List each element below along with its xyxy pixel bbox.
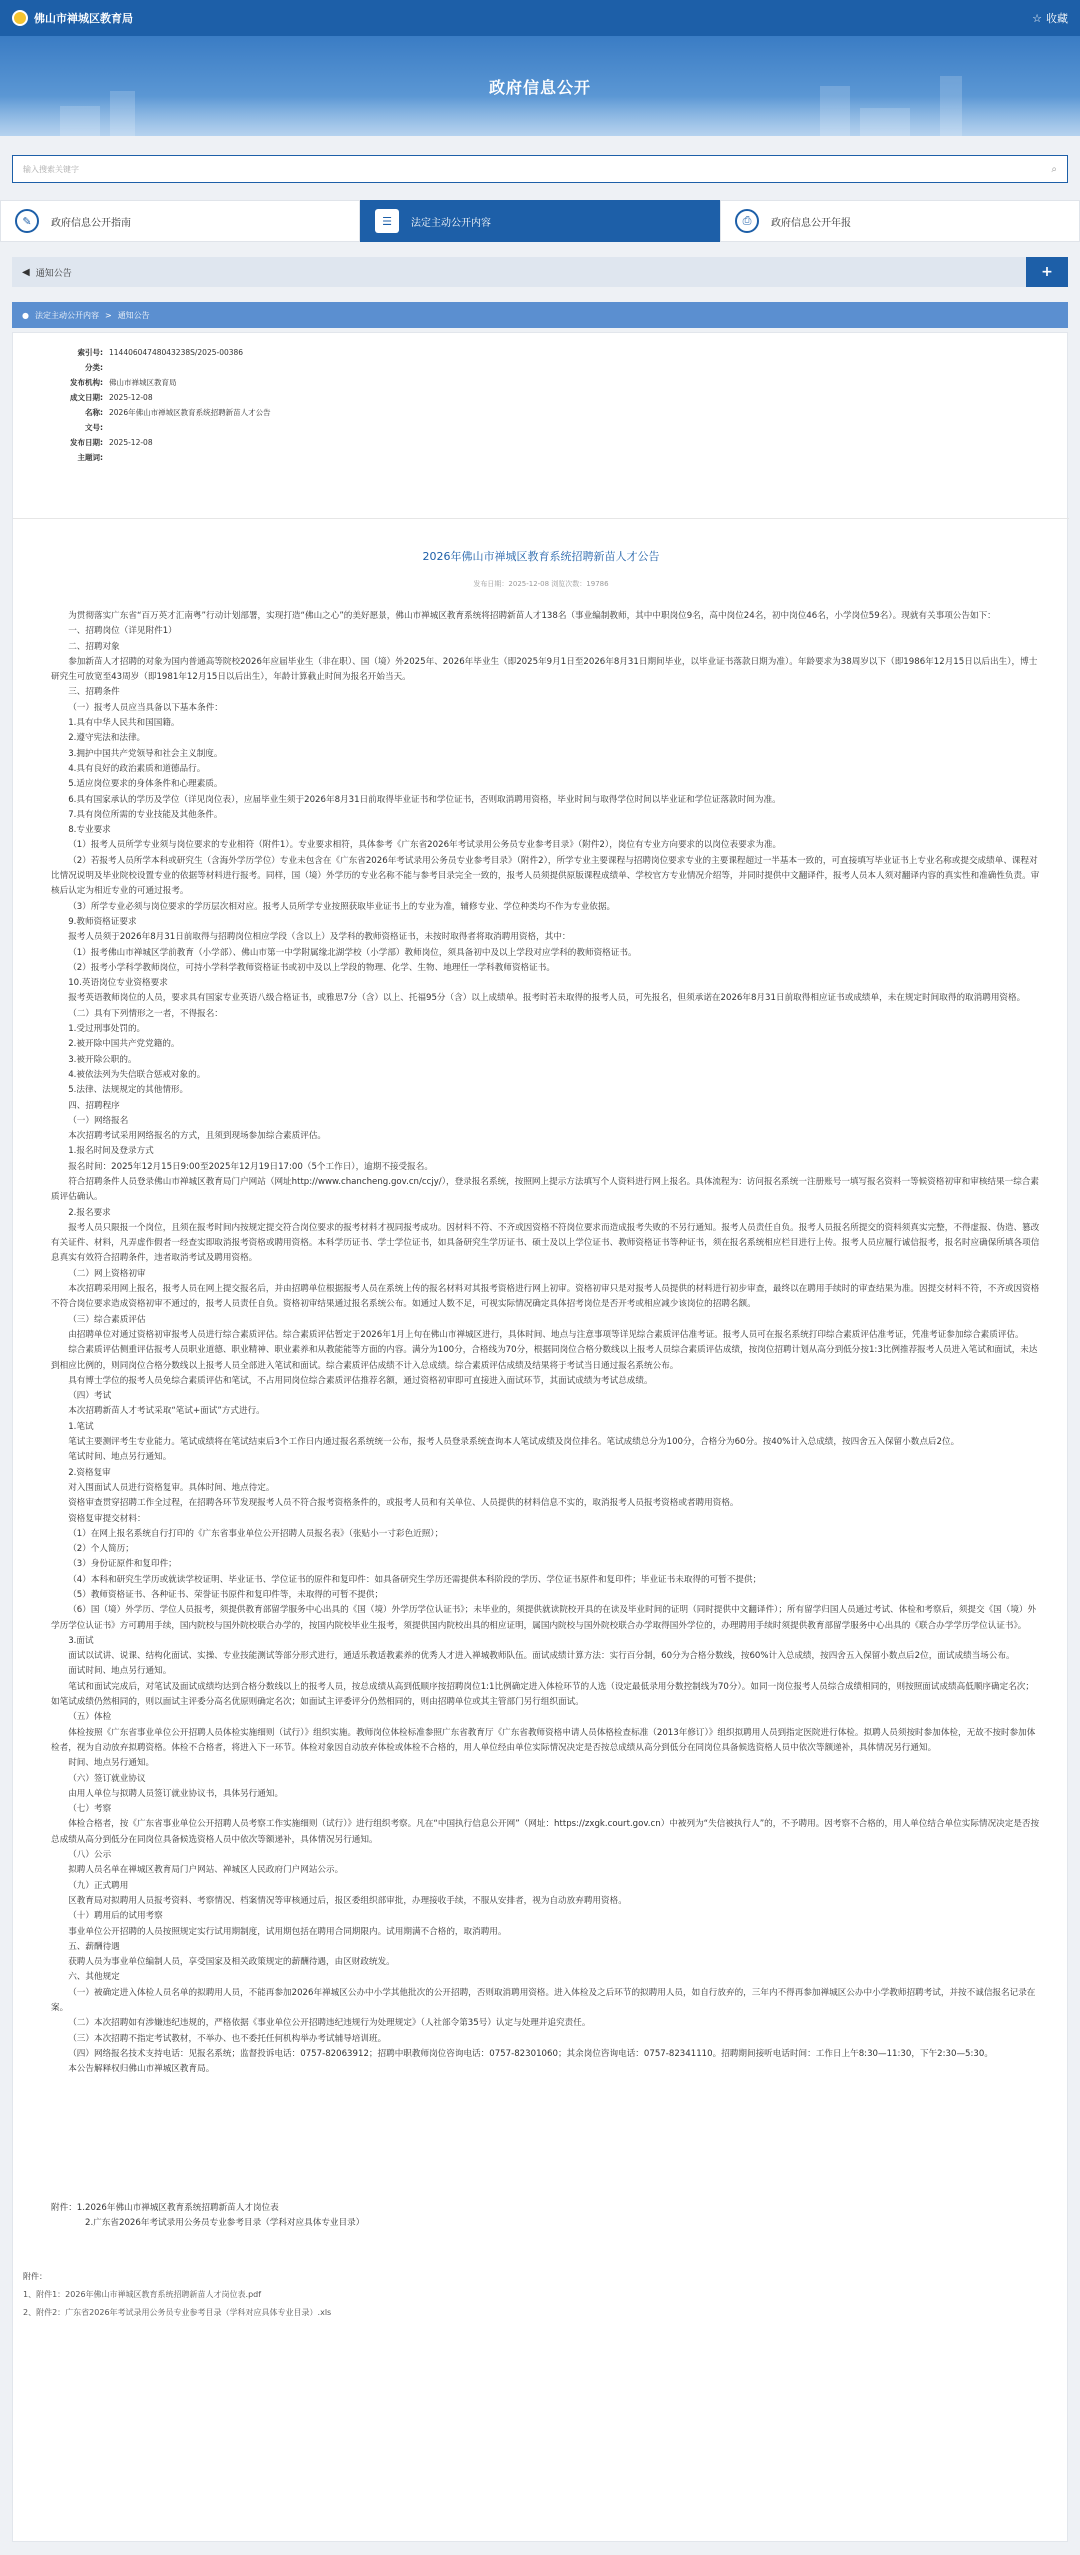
article-paragraph: 报考英语教师岗位的人员，要求具有国家专业英语八级合格证书，或雅思7分（含）以上、托福95分（含）以上成绩单。报考时若未取得的报考人员，可先报名，但须承诺在2026年8月31日前取得相应证书或成绩单，未在规定时间取得的取消聘用资格。	[68, 993, 1026, 1004]
article-paragraph: 获聘人员为事业单位编制人员，享受国家及相关政策规定的薪酬待遇，由区财政统发。	[68, 1957, 395, 1968]
notice-label: 通知公告	[35, 268, 72, 279]
article-paragraph: 参加新苗人才招聘的对象为国内普通高等院校2026年应届毕业生（非在职）、国（境）外2025年、2026年毕业生（即2025年9月1日至2026年8月31日期间毕业，以毕业证书落款日期为准）。年龄要求为38周岁以下（即1986年12月15日以后出生），博士研究生可放宽至43周岁（即1981年12月15日以后出生），年龄计算截止时间为报名开始当天。	[51, 656, 1038, 683]
article-paragraph: 六、其他规定	[68, 1972, 120, 1983]
article-subinfo: 发布日期：2025-12-08 浏览次数：19786	[473, 580, 609, 588]
article-paragraph: 笔试时间、地点另行通知。	[68, 1452, 172, 1463]
article-paragraph: 面试时间、地点另行通知。	[68, 1666, 172, 1677]
meta-row	[35, 390, 271, 405]
tab-annual-report[interactable]	[720, 200, 1080, 242]
article-paragraph: 本次招聘新苗人才考试采取“笔试+面试”方式进行。	[68, 1406, 265, 1417]
article-paragraph: （十）聘用后的试用考察	[68, 1911, 163, 1922]
article-paragraph: （1）在网上报名系统自行打印的《广东省事业单位公开招聘人员报名表》（张贴小一寸彩色近照）；	[68, 1528, 444, 1539]
bullhorn-icon: ◀	[22, 266, 30, 278]
article-paragraph: 五、薪酬待遇	[68, 1941, 120, 1952]
article-paragraph: 1.受过刑事处罚的。	[68, 1024, 146, 1035]
file-link[interactable]: 1、附件1：2026年佛山市禅城区教育系统招聘新苗人才岗位表.pdf	[23, 2290, 262, 2299]
article-paragraph: 4.被依法列为失信联合惩戒对象的。	[68, 1069, 206, 1080]
article-paragraph: （2）报考小学科学教师岗位，可持小学科学教师资格证书或初中及以上学段的物理、化学、生物、地理任一学科教师资格证书。	[68, 962, 555, 973]
article-paragraph: 3.被开除公职的。	[68, 1054, 137, 1065]
article-paragraph: （3）所学专业必须与岗位要求的学历层次相对应。报考人员所学专业按照获取毕业证书上的专业为准，辅修专业、学位种类均不作为专业依据。	[68, 901, 616, 912]
article-paragraph: （6）国（境）外学历、学位人员报考，须提供教育部留学服务中心出具的《国（境）外学历学位认证书》；未毕业的，须提供就读院校开具的在读及毕业时间的证明（同时提供中文翻译件）；所有留学归国人员通过考试、体检和考察后，须提交《国（境）外学历学位认证书》方可聘用手续，国内院校与国外院校联合办学的，按国内院校毕业生报考，须提供国内院校出具的相应证明，属国内院校与国外院校联合办学取得国外学位的，办理聘用手续时须提供教育部留学服务中心出具的《联合办学学历学位认证书》。	[51, 1605, 1037, 1631]
meta-key: 主题词:	[77, 453, 103, 462]
meta-key: 成文日期:	[70, 393, 103, 402]
article-paragraph: （3）身份证原件和复印件；	[68, 1559, 177, 1570]
article-paragraph: 笔试主要测评考生专业能力。笔试成绩将在笔试结束后3个工作日内通过报名系统统一公布，报考人员登录系统查询本人笔试成绩及岗位排名。笔试成绩总分为100分，合格分为60分。按40%计入总成绩，按四舍五入保留小数点后2位。	[68, 1437, 960, 1448]
document-icon: ☰	[375, 209, 399, 233]
collect-label: 收藏	[1046, 12, 1068, 25]
attachment-label: 附件：	[51, 2203, 77, 2213]
meta-key: 索引号:	[77, 348, 103, 357]
article-paragraph: 8.专业要求	[68, 825, 111, 836]
expand-button[interactable]: +	[1026, 257, 1068, 287]
article-paragraph: （一）网络报名	[68, 1115, 129, 1126]
article-paragraph: 2.资格复审	[68, 1467, 111, 1478]
article-paragraph: （一）被确定进入体检人员名单的拟聘用人员，不能再参加2026年禅城区公办中小学其他批次的公开招聘，否则取消聘用资格。进入体检及之后环节的拟聘用人员，如自行放弃的，三年内不得再参加禅城区公办中小学教师招聘考试，并按不诚信报名记录在案。	[51, 1987, 1036, 2014]
article-paragraph: 报名时间：2025年12月15日9:00至2025年12月19日17:00（5个工作日），逾期不接受报名。	[68, 1161, 433, 1172]
article-paragraph: 6.具有国家承认的学历及学位（详见岗位表），应届毕业生须于2026年8月31日前取得毕业证书和学位证书，否则取消聘用资格，毕业时间与取得学位时间以毕业证和学位证落款时间为准。	[68, 794, 781, 805]
tab-label: 政府信息公开年报	[771, 217, 851, 229]
article-paragraph: （2）若报考人员所学本科或研究生（含海外学历学位）专业未包含在《广东省2026年考试录用公务员专业参考目录》（附件2），所学专业主要课程与招聘岗位要求专业的主要课程超过一半基本一致的，可直接填写毕业证书上专业名称或提交成绩单、课程对比情况说明及毕业院校设置专业的依据等材料进行报考。同样，国（境）外学历的专业名称不能与参考目录完全一致的，报考人员须提供原版课程成绩单、学校官方专业情况介绍等，并同时提供中文翻译件，报考人员本人须对翻译内容的真实性和准确性负责。审核后认定为相近专业的可通过报考。	[51, 855, 1040, 897]
article-paragraph: 本次招聘采用网上报名，报考人员在网上提交报名后，并由招聘单位根据报考人员在系统上传的报名材料对其报考资格进行网上初审。资格初审只是对报考人员提供的材料进行初步审查，最终以在聘用手续时的审查结果为准。因提交材料不符，不齐或因资格不符合岗位要求造成资格初审不通过的，报考人员责任自负。资格初审结果通过报名系统公布。如通过人数不足，可视实际情况确定具体招考岗位是否开考或相应减少该岗位的招聘名额。	[51, 1284, 1040, 1310]
tab-content[interactable]	[360, 200, 720, 242]
article-paragraph: （4）本科和研究生学历或就读学校证明、毕业证书、学位证书的原件和复印件：如具备研究生学历还需提供本科阶段的学历、学位证书原件和复印件；毕业证书未取得的可暂不提供；	[68, 1574, 762, 1585]
article-paragraph: （一）报考人员应当具备以下基本条件：	[68, 702, 223, 713]
article-paragraph: 具有博士学位的报考人员免综合素质评估和笔试，不占用同岗位综合素质评估推荐名额，通过资格初审即可直接进入面试环节，其面试成绩为考试总成绩。	[68, 1375, 653, 1386]
article-paragraph: 4.具有良好的政治素质和道德品行。	[68, 763, 206, 774]
logo-icon	[12, 10, 28, 26]
article-paragraph: 时间、地点另行通知。	[68, 1758, 155, 1769]
search-icon[interactable]: ⌕	[1051, 163, 1057, 175]
article-paragraph: 1.具有中华人民共和国国籍。	[68, 718, 180, 729]
meta-key: 发布日期:	[70, 438, 103, 447]
banner-title: 政府信息公开	[488, 77, 591, 97]
search-bar[interactable]	[12, 155, 1068, 183]
notice-header	[12, 257, 1068, 287]
article-panel	[12, 332, 1068, 2542]
meta-value: 2025-12-08	[109, 393, 153, 402]
breadcrumb-link-notice[interactable]: 通知公告	[117, 310, 150, 320]
star-icon: ☆	[1032, 11, 1042, 25]
article-paragraph: 体检合格者，按《广东省事业单位公开招聘人员考察工作实施细则（试行）》进行组织考察。凡在“中国执行信息公开网”（网址：https://zxgk.court.gov.cn）中被列为“失信被执行人”的，不予聘用。因考察不合格的，用人单位结合单位实际情况决定是否按总成绩从高分到低分在同岗位具备候选资格人员中依次等额递补，具体情况另行通知。	[51, 1819, 1040, 1845]
article-paragraph: 报考人员只限报一个岗位，且须在报考时间内按规定提交符合岗位要求的报考材料才视同报考成功。因材料不符、不齐或因资格不符岗位要求而造成报考失败的不另行通知。报考人员责任自负。报考人员报名所提交的资料须真实完整，不得虚报、伪造、篡改有关证件、材料，凡弄虚作假者一经查实即取消报考资格或聘用资格。本科学历证书、学士学位证书，如具备研究生学历证书、硕士及以上学位证书、教师资格证书等种证书，须在报名系统相应栏目进行上传。报考人员应履行诚信报考，报名时应确保所填各项信息真实有效符合招聘条件，违者取消考试及聘用资格。	[51, 1222, 1040, 1264]
article-paragraph: （四）网络报名技术支持电话：见报名系统；监督投诉电话：0757-82063912；招聘中职教师岗位咨询电话：0757-82301060；其余岗位咨询电话：0757-82341110。招聘期间接听电话时间：工作日上午8:30—11:30，下午2:30—5:30。	[68, 2048, 993, 2059]
article-paragraph: 本公告解释权归佛山市禅城区教育局。	[68, 2064, 215, 2075]
meta-table	[35, 345, 271, 465]
article-paragraph: 5.适应岗位要求的身体条件和心理素质。	[68, 779, 223, 790]
article-paragraph: （2）个人简历；	[68, 1544, 134, 1555]
article-body	[51, 609, 1041, 2078]
article-paragraph: 面试以试讲、说课、结构化面试、实操、专业技能测试等部分形式进行，通适乐教适教素养的优秀人才进入禅城教师队伍。面试成绩计算方法：实行百分制，60分为合格分数线，按60%计入总成绩，按四舍五入保留小数点后2位，面试成绩当场公布。	[68, 1651, 1015, 1662]
meta-row	[35, 420, 271, 435]
site-name: 佛山市禅城区教育局	[34, 12, 133, 25]
article-paragraph: 报考人员须于2026年8月31日前取得与招聘岗位相应学段（含以上）及学科的教师资格证书，未按时取得者将取消聘用资格，其中：	[68, 932, 571, 943]
location-icon: ●	[22, 310, 29, 320]
article-paragraph: （六）签订就业协议	[68, 1773, 146, 1784]
article-paragraph: （七）考察	[68, 1804, 112, 1815]
divider	[13, 518, 1069, 519]
breadcrumb	[12, 302, 1068, 328]
article-paragraph: 2.被开除中国共产党党籍的。	[68, 1039, 180, 1050]
article-paragraph: （二）本次招聘如有涉嫌违纪违规的，严格依据《事业单位公开招聘违纪违规行为处理规定》（人社部令第35号）认定与处理并追究责任。	[68, 2018, 591, 2029]
tab-label: 法定主动公开内容	[411, 217, 491, 229]
article-paragraph: 资格复审提交材料：	[68, 1513, 146, 1524]
article-paragraph: 5.法律、法规规定的其他情形。	[68, 1085, 189, 1096]
attachment-item: 2.广东省2026年考试录用公务员专业参考目录（学科对应具体专业目录）	[85, 2218, 365, 2229]
article-paragraph: （三）综合素质评估	[68, 1314, 146, 1325]
article-paragraph: 9.教师资格证要求	[68, 916, 137, 927]
article-paragraph: 区教育局对拟聘用人员报考资料、考察情况、档案情况等审核通过后，报区委组织部审批，办理接收手续，不服从安排者，视为自动放弃聘用资格。	[68, 1895, 627, 1906]
article-paragraph: （二）具有下列情形之一者，不得报名：	[68, 1008, 223, 1019]
meta-value: 佛山市禅城区教育局	[109, 378, 177, 387]
article-paragraph: 1.报名时间及登录方式	[68, 1146, 154, 1157]
breadcrumb-link-content[interactable]: 法定主动公开内容	[34, 310, 99, 320]
article-paragraph: （五）体检	[68, 1712, 112, 1723]
article-paragraph: 二、招聘对象	[68, 641, 120, 652]
tab-guide[interactable]	[0, 200, 360, 242]
article-paragraph: （5）教师资格证书、各种证书、荣誉证书原件和复印件等，未取得的可暂不提供；	[68, 1590, 384, 1600]
article-paragraph: 2.报名要求	[68, 1207, 111, 1218]
article-paragraph: （九）正式聘用	[68, 1880, 129, 1891]
tab-label: 政府信息公开指南	[51, 217, 131, 229]
article-paragraph: 3.面试	[68, 1635, 94, 1646]
article-paragraph: 符合招聘条件人员登录佛山市禅城区教育局门户网站（网址http://www.chancheng.gov.cn/ccjy/），登录报名系统，按照网上提示方法填写个人资料进行网上报名。具体流程为：访问报名系统一注册账号一填写报名资料一等候资格初审和审核结果一综合素质评估确认。	[51, 1176, 1039, 1203]
meta-row	[35, 345, 271, 360]
article-paragraph: 体检按照《广东省事业单位公开招聘人员体检实施细则（试行）》组织实施。教师岗位体检标准参照广东省教育厅《广东省教师资格申请人员体格检查标准（2013年修订）》组织拟聘用人员到指定医院进行体检。拟聘人员须按时参加体检，无故不按时参加体检者，视为自动放弃拟聘资格。体检不合格者，将进入下一环节。体检对象因自动放弃体检或体检不合格的，用人单位经由单位实际情况决定是否按总成绩从高分到低分在同岗位具备候选资格人员中依次等额递补，具体情况另行通知。	[51, 1727, 1036, 1753]
article-paragraph: （四）考试	[68, 1391, 112, 1402]
article-paragraph: 7.具有岗位所需的专业技能及其他条件。	[68, 809, 223, 820]
meta-key: 文号:	[85, 423, 103, 432]
article-paragraph: （三）本次招聘不指定考试教材，不举办、也不委托任何机构举办考试辅导培训班。	[68, 2033, 387, 2044]
file-link[interactable]: 2、附件2：广东省2026年考试录用公务员专业参考目录（学科对应具体专业目录）.xls	[23, 2308, 332, 2317]
printer-icon: ⎙	[735, 209, 759, 233]
attachment-item: 1.2026年佛山市禅城区教育系统招聘新苗人才岗位表	[76, 2203, 279, 2213]
meta-row	[35, 375, 271, 390]
meta-key: 发布机构:	[70, 378, 103, 387]
article-paragraph: 三、招聘条件	[68, 687, 120, 698]
article-paragraph: 四、招聘程序	[68, 1100, 120, 1111]
article-paragraph: 综合素质评估侧重评估报考人员职业道德、职业精神、职业素养和从教能能等方面的内容。满分为100分，合格线为70分，根据同岗位合格分数线以上报考人员综合素质评估成绩，按岗位招聘计划从高分到低分按1:3比例推荐报考人员进入笔试和面试，未达到相应比例的，则同岗位合格分数线以上报考人员全部进入笔试和面试。综合素质评估成绩不计入总成绩。综合素质评估成绩及结果将于考试当日通过报名系统公布。	[51, 1345, 1038, 1371]
article-paragraph: 2.遵守宪法和法律。	[68, 733, 146, 744]
meta-key: 分类:	[85, 363, 103, 372]
meta-row	[35, 435, 271, 450]
article-paragraph: （1）报考佛山市禅城区学前教育（小学部）、佛山市第一中学附属缘北湖学校（小学部）教师岗位，须具备初中及以上学段对应学科的教师资格证书。	[68, 947, 637, 958]
article-paragraph: 10.英语岗位专业资格要求	[68, 978, 168, 989]
article-paragraph: 资格审查贯穿招聘工作全过程，在招聘各环节发现报考人员不符合报考资格条件的，或报考人员和有关单位、人员提供的材料信息不实的，取消报考人员报考资格或者聘用资格。	[68, 1498, 739, 1509]
article-paragraph: 由用人单位与拟聘人员签订就业协议书，具体另行通知。	[68, 1788, 284, 1799]
tab-bar	[0, 200, 1080, 242]
article-paragraph: 为贯彻落实广东省“百万英才汇南粤”行动计划部署，实现打造“佛山之心”的美好愿景，佛山市禅城区教育系统将招聘新苗人才138名（事业编制教师，其中中职岗位9名，高中岗位24名，初中岗位46名，小学岗位59名）。现就有关事项公告如下：	[68, 611, 996, 621]
breadcrumb-separator: >	[104, 310, 112, 320]
article-paragraph: 1.笔试	[68, 1421, 94, 1432]
banner-haze	[0, 96, 1080, 136]
meta-value: 2025-12-08	[109, 438, 153, 447]
article-paragraph: 3.拥护中国共产党领导和社会主义制度。	[68, 748, 223, 759]
site-brand[interactable]	[12, 10, 133, 26]
meta-value: 2026年佛山市禅城区教育系统招聘新苗人才公告	[109, 408, 271, 417]
meta-row	[35, 405, 271, 420]
article-paragraph: 对入围面试人员进行资格复审。具体时间、地点待定。	[68, 1482, 275, 1493]
article-paragraph: 一、招聘岗位（详见附件1）	[68, 626, 177, 637]
article-paragraph: 笔试和面试完成后，对笔试及面试成绩均达到合格分数线以上的报考人员，按总成绩从高到低顺序按招聘岗位1:1比例确定进入体检环节的人选（设定最低录用分数控制线为70分）。如同一岗位报考人员综合成绩相同的，则按照面试成绩高低顺序确定名次；如笔试成绩仍然相同的，则以面试主评委分高名优原则确定名次；如面试主评委评分仍然相同的，则由招聘单位或其主管部门另行组织面试。	[51, 1681, 1034, 1708]
banner	[0, 36, 1080, 136]
article-title: 2026年佛山市禅城区教育系统招聘新苗人才公告	[422, 550, 660, 563]
article-paragraph: 由招聘单位对通过资格初审报考人员进行综合素质评估。综合素质评估暂定于2026年1月上旬在佛山市禅城区进行，具体时间、地点与注意事项等详见综合素质评估准考证。报考人员可在报名系统打印综合素质评估准考证，凭准考证参加综合素质评估。	[68, 1329, 1024, 1340]
article-paragraph: （二）网上资格初审	[68, 1268, 146, 1279]
article-paragraph: （八）公示	[68, 1850, 112, 1861]
article-paragraph: 事业单位公开招聘的人员按照规定实行试用期制度，试用期包括在聘用合同期限内。试用期满不合格的，取消聘用。	[68, 1926, 507, 1937]
search-input[interactable]: 输入搜索关键字	[23, 164, 79, 174]
meta-row	[35, 450, 271, 465]
file-downloads	[23, 2268, 331, 2322]
meta-key: 名称:	[85, 408, 103, 417]
meta-row	[35, 360, 271, 375]
article-paragraph: 本次招聘考试采用网络报名的方式，且须到现场参加综合素质评估。	[68, 1131, 327, 1142]
top-bar	[0, 0, 1080, 36]
collect-link[interactable]	[1032, 10, 1068, 26]
files-label: 附件：	[23, 2272, 47, 2281]
article-paragraph: 拟聘人员名单在禅城区教育局门户网站、禅城区人民政府门户网站公示。	[68, 1865, 344, 1876]
article-paragraph: （1）报考人员所学专业须与岗位要求的专业相符（附件1）。专业要求相符，具体参考《广东省2026年考试录用公务员专业参考目录》（附件2），岗位有专业方向要求的以岗位表要求为准。	[68, 840, 782, 851]
attachment-list	[51, 2201, 364, 2232]
pencil-icon: ✎	[15, 209, 39, 233]
meta-value: 11440604748043238S/2025-00386	[109, 348, 244, 357]
